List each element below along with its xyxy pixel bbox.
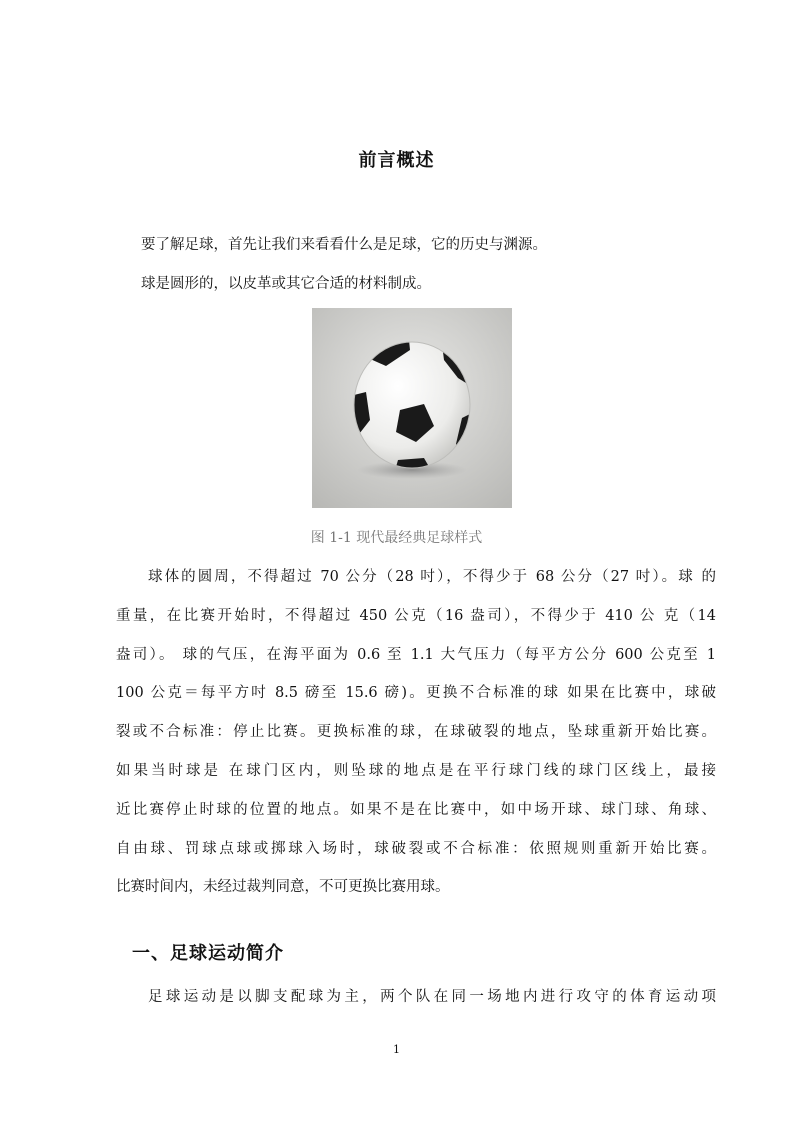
section-heading: 一、足球运动简介 [132,943,284,964]
paragraph-line: 近比赛停止时球的位置的地点。如果不是在比赛中，如中场开球、球门球、角球、 [116,801,716,818]
intro-line-1: 要了解足球，首先让我们来看看什么是足球，它的历史与渊源。 [141,237,547,253]
soccer-ball-photo [312,308,512,508]
paragraph-line: 如果当时球是 在球门区内，则坠球的地点是在平行球门线的球门区线上，最接 [116,762,716,779]
paragraph-line: 球体的圆周，不得超过 70 公分（28 吋），不得少于 68 公分（27 吋）。球 的 [148,569,716,585]
paragraph-line: 比赛时间内，未经过裁判同意，不可更换比赛用球。 [116,879,450,896]
paragraph-line: 自由球、罚球点球或掷球入场时，球破裂或不合标准：依照规则重新开始比赛。 [116,840,716,857]
intro-line-2: 球是圆形的，以皮革或其它合适的材料制成。 [141,276,431,292]
paragraph-line: 盎司）。 球的气压，在海平面为 0.6 至 1.1 大气压力（每平方公分 600 公克至 1 [116,646,716,663]
paragraph-line: 裂或不合标准：停止比赛。更换标准的球，在球破裂的地点，坠球重新开始比赛。 [116,724,716,741]
paragraph-line: 100 公克＝每平方吋 8.5 磅至 15.6 磅)。更换不合标准的球 如果在比赛中，球破 [116,685,716,702]
page-title: 前言概述 [358,150,435,171]
body-paragraph [116,567,716,916]
paragraph-line: 重量，在比赛开始时，不得超过 450 公克（16 盎司），不得少于 410 公 克（14 [116,607,716,624]
figure-caption: 图 1-1 现代最经典足球样式 [310,530,483,546]
page-number: 1 [393,1043,400,1056]
section-paragraph-line: 足球运动是以脚支配球为主，两个队在同一场地内进行攻守的体育运动项 [148,989,716,1005]
